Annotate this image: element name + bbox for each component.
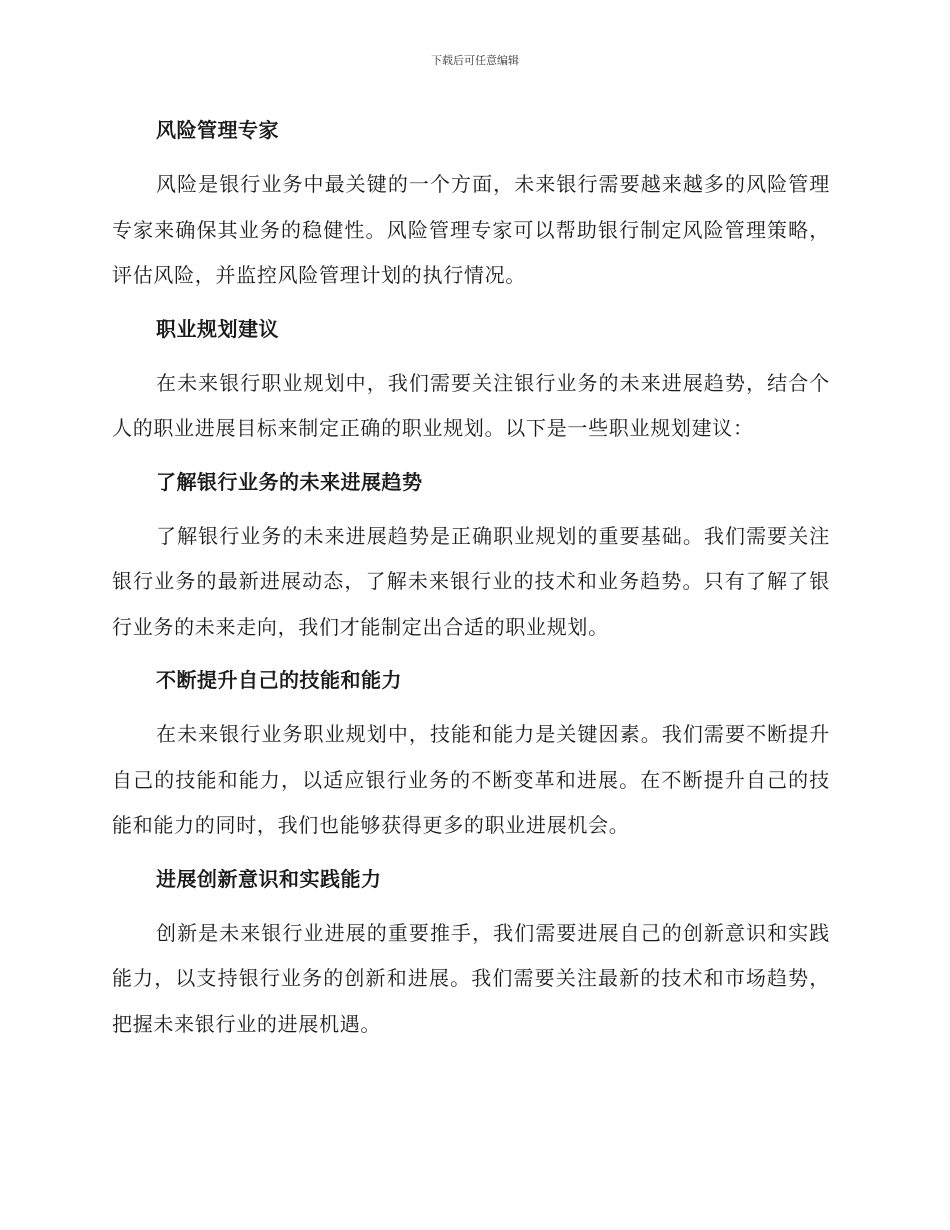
section-heading-risk-management-expert: 风险管理专家	[156, 118, 279, 142]
section-heading-understand-trends: 了解银行业务的未来进展趋势	[156, 469, 423, 494]
section-paragraph-innovation-practice: 创新是未来银行业进展的重要推手，我们需要进展自己的创新意识和实践能力，以支持银行业务的创新和进展。我们需要关注最新的技术和市场趋势，把握未来银行业的进展机遇。	[112, 920, 830, 1036]
document-body	[112, 108, 830, 1055]
section-heading-innovation-practice: 进展创新意识和实践能力	[156, 866, 382, 891]
section-paragraph-understand-trends: 了解银行业务的未来进展趋势是正确职业规划的重要基础。我们需要关注银行业务的最新进展动态，了解未来银行业的技术和业务趋势。只有了解了银行业务的未来走向，我们才能制定出合适的职业规划。	[112, 523, 830, 639]
page-header: 下载后可任意编辑	[431, 54, 519, 67]
section-heading-improve-skills: 不断提升自己的技能和能力	[156, 668, 402, 692]
section-paragraph-improve-skills: 在未来银行业务职业规划中，技能和能力是关键因素。我们需要不断提升自己的技能和能力，以适应银行业务的不断变革和进展。在不断提升自己的技能和能力的同时，我们也能够获得更多的职业进展机会。	[112, 722, 830, 837]
section-paragraph-career-planning-advice: 在未来银行职业规划中，我们需要关注银行业务的未来进展趋势，结合个人的职业进展目标来制定正确的职业规划。以下是一些职业规划建议：	[112, 370, 830, 440]
section-heading-career-planning-advice: 职业规划建议	[156, 316, 279, 341]
section-paragraph-risk-management-expert: 风险是银行业务中最关键的一个方面，未来银行需要越来越多的风险管理专家来确保其业务的稳健性。风险管理专家可以帮助银行制定风险管理策略，评估风险，并监控风险管理计划的执行情况。	[112, 172, 830, 287]
